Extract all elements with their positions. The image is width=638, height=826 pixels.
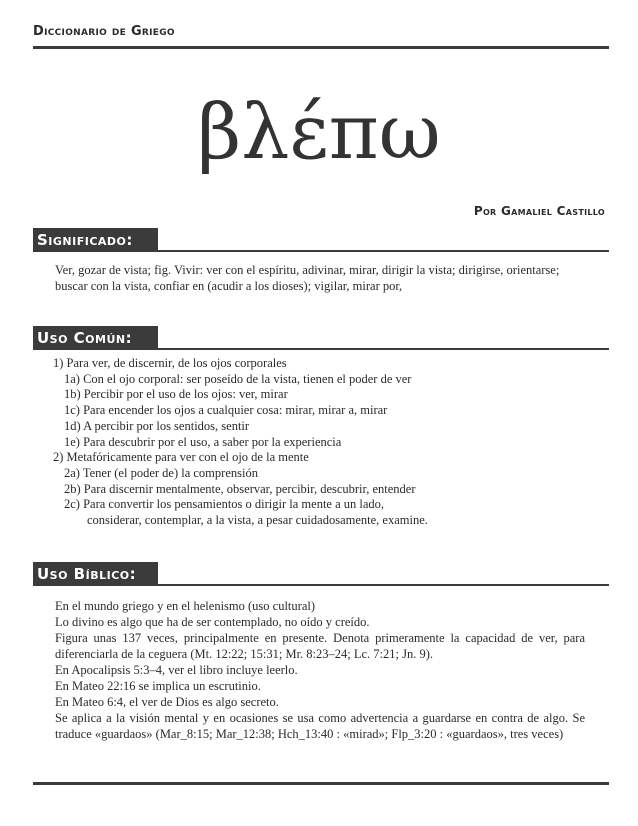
uso-biblico-text	[55, 598, 585, 742]
significado-paragraph: Ver, gozar de vista; fig. Vivir: ver con el espíritu, adivinar, mirar, dirigir la vista; dirigirse, orientarse; buscar con la vista, confiar en (acudir a los dioses); vigilar, mirar por,	[55, 263, 560, 293]
list-item: 2c) Para convertir los pensamientos o dirigir la mente a un lado,	[64, 497, 385, 512]
list-item: Se aplica a la visión mental y en ocasiones se usa como advertencia a guardarse en contra de algo. Se traduce «guardaos» (Mar_8:15; Mar_12:38; Hch_13:40 : «mirad»; Flp_3:20 : «guardaos», tres veces)	[55, 711, 585, 741]
header-title: Diccionario de Griego	[33, 24, 175, 39]
list-item: En Mateo 22:16 se implica un escrutinio.	[55, 679, 261, 693]
list-item: 1a) Con el ojo corporal: ser poseído de la vista, tienen el poder de ver	[64, 371, 412, 386]
list-item: 1) Para ver, de discernir, de los ojos corporales	[53, 356, 287, 370]
uso-comun-list	[53, 356, 593, 529]
list-item: 2b) Para discernir mentalmente, observar, percibir, descubrir, entender	[64, 481, 416, 496]
list-item: 2a) Tener (el poder de) la comprensión	[64, 465, 258, 480]
section-title-uso-biblico: Uso Bíblico:	[37, 565, 137, 583]
section-rule-uso-biblico	[158, 584, 609, 586]
list-item: En Apocalipsis 5:3–4, ver el libro incluye leerlo.	[55, 663, 298, 677]
section-heading-significado	[33, 228, 158, 252]
significado-text	[55, 262, 585, 294]
section-rule-significado	[158, 250, 609, 252]
list-item: 1e) Para descubrir por el uso, a saber por la experiencia	[64, 434, 342, 449]
section-title-significado: Significado:	[37, 231, 133, 249]
list-item: En el mundo griego y en el helenismo (uso cultural)	[55, 599, 316, 613]
list-item: Figura unas 137 veces, principalmente en presente. Denota primeramente la capacidad de ver, para diferenciarla de la ceguera (Mt. 12:22; 15:31; Mr. 8:23–24; Lc. 7:21; Jn. 9).	[55, 631, 585, 661]
list-item: 2) Metafóricamente para ver con el ojo de la mente	[53, 450, 309, 465]
list-item: 1d) A percibir por los sentidos, sentir	[64, 418, 250, 433]
list-item: Lo divino es algo que ha de ser contemplado, no oído y creído.	[55, 615, 370, 629]
list-item: En Mateo 6:4, el ver de Dios es algo secreto.	[55, 695, 279, 709]
list-item: 1c) Para encender los ojos a cualquier cosa: mirar, mirar a, mirar	[64, 403, 388, 418]
list-item: considerar, contemplar, a la vista, a pesar cuidadosamente, examine.	[87, 513, 428, 528]
section-title-uso-comun: Uso Común:	[37, 329, 133, 347]
section-heading-uso-biblico	[33, 562, 158, 586]
section-heading-uso-comun	[33, 326, 158, 350]
list-item: 1b) Percibir por el uso de los ojos: ver, mirar	[64, 387, 288, 402]
footer-rule	[33, 782, 609, 785]
document-header	[33, 22, 609, 49]
author-credit: Por Gamaliel Castillo	[473, 204, 605, 218]
section-rule-uso-comun	[158, 348, 609, 350]
greek-headword: βλέπω	[197, 87, 441, 176]
